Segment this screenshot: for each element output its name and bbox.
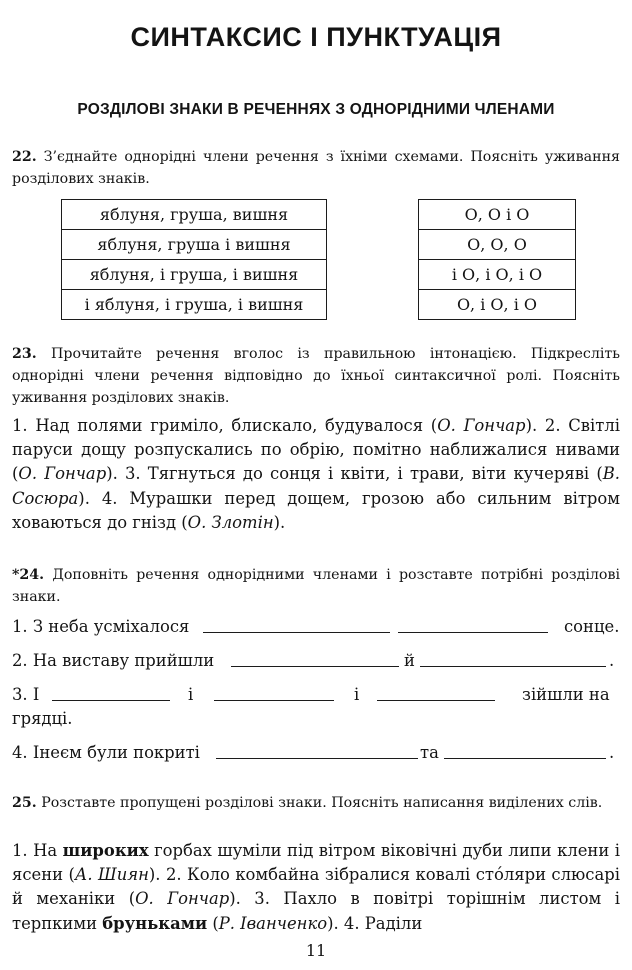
task-22-number: 22. — [12, 149, 37, 165]
sentence-text: 4. Інеєм були покриті — [12, 743, 200, 762]
task-22-word-cell: і яблуня, і груша, і вишня — [62, 290, 327, 320]
task-22-instruction — [12, 146, 620, 190]
highlighted-word: бруньками — [102, 913, 208, 933]
sentence-text: ). 2. Коло комбайна зібралися ковалі стóляри слюсарі й механіки ( — [12, 865, 620, 909]
author-name: О. Гончар — [135, 889, 230, 909]
page-number: 11 — [305, 941, 327, 960]
sentence-text: й — [404, 651, 415, 670]
sentence-text: ). 3. Пахло в повітрі торішнім листом і терпкими — [12, 889, 620, 933]
answer-blank[interactable] — [398, 632, 548, 633]
task-22-word-cell: яблуня, груша, вишня — [62, 200, 327, 230]
task-23-sentences — [12, 414, 620, 535]
task-24-number: *24. — [12, 567, 45, 583]
task-25-instruction — [12, 792, 620, 814]
sentence-text: і — [354, 685, 360, 704]
sentence-text: 3. І — [12, 685, 40, 704]
sentence-text: . — [609, 743, 615, 762]
task-24-sentence-3 — [12, 682, 620, 708]
task-22-scheme-cell: О, і О, і О — [419, 290, 576, 320]
answer-blank[interactable] — [203, 632, 390, 633]
answer-blank[interactable] — [52, 700, 170, 701]
task-24-sentence-2 — [12, 648, 620, 674]
task-22-scheme-cell: О, О, О — [419, 230, 576, 260]
task-22-scheme-cell: О, О і О — [419, 200, 576, 230]
sentence-text: ( — [207, 913, 219, 933]
author-name: О. Гончар — [437, 416, 526, 435]
task-24-text: Доповніть речення однорідними членами і розставте потрібні розділові знаки. — [12, 567, 620, 605]
task-24-sentence-3-cont — [12, 706, 620, 732]
sentence-text: 2. На виставу прийшли — [12, 651, 215, 670]
sentence-text: зійшли на — [522, 685, 610, 704]
task-22-word-cell: яблуня, і груша, і вишня — [62, 260, 327, 290]
task-23-number: 23. — [12, 346, 37, 362]
sentence-text: 1. З неба усміхалося — [12, 617, 190, 636]
sentence-text: сонце. — [564, 617, 620, 636]
sentence-text: ). 3. Тягнуться до сонця і квіти, і трави, віти кучеряві ( — [106, 464, 603, 484]
answer-blank[interactable] — [214, 700, 334, 701]
sentence-text: 1. На — [12, 841, 63, 860]
sentence-text: та — [420, 743, 439, 762]
section-title: РОЗДІЛОВІ ЗНАКИ В РЕЧЕННЯХ З ОДНОРІДНИМИ ЧЛЕНАМИ — [77, 101, 555, 118]
sentence-text: ). 4. Мурашки перед дощем, грозою або сильним вітром ховаються до гнізд ( — [12, 488, 620, 532]
task-24-sentence-1 — [12, 614, 620, 640]
sentence-text: . — [609, 651, 615, 670]
author-name: Р. Іванченко — [218, 913, 328, 933]
sentence-text: 1. Над полями гриміло, блискало, будувалося ( — [12, 416, 438, 435]
answer-blank[interactable] — [216, 758, 418, 759]
highlighted-word: широких — [62, 841, 149, 860]
task-22-word-cell: яблуня, груша і вишня — [62, 230, 327, 260]
sentence-text: ). 2. Світлі паруси дощу розпускались по обрію, помітно наближалися нивами ( — [12, 416, 620, 484]
task-22-scheme-cell: і О, і О, і О — [419, 260, 576, 290]
task-25-text: Розставте пропущені розділові знаки. Поясніть написання виділених слів. — [36, 795, 603, 811]
task-22-words-table — [61, 199, 327, 320]
answer-blank[interactable] — [420, 666, 606, 667]
answer-blank[interactable] — [231, 666, 399, 667]
sentence-text: грядці. — [12, 709, 73, 728]
task-22-schemes-table — [418, 199, 576, 320]
author-name: В. Сосюра — [12, 464, 620, 508]
author-name: О. Гончар — [18, 464, 107, 484]
answer-blank[interactable] — [444, 758, 606, 759]
task-22-text: З’єднайте однорідні члени речення з їхніми схемами. Поясніть уживання розділових знаків. — [12, 149, 620, 187]
sentence-text: ). — [273, 512, 286, 532]
task-24-sentence-4 — [12, 740, 620, 766]
task-23-text: Прочитайте речення вголос із правильною інтонацією. Підкресліть однорідні члени речення відповідно до їхньої синтаксичної ролі. Поясніть уживання розділових знаків. — [12, 346, 620, 406]
sentence-text: і — [188, 685, 194, 704]
chapter-title: СИНТАКСИС І ПУНКТУАЦІЯ — [130, 22, 502, 52]
sentence-text: ). 4. Раділи — [327, 913, 423, 933]
task-25-sentences — [12, 839, 620, 936]
answer-blank[interactable] — [377, 700, 495, 701]
author-name: О. Злотін — [187, 512, 274, 532]
sentence-text: горбах шуміли під вітром віковічні дуби липи клени і ясени ( — [12, 841, 620, 885]
author-name: А. Шиян — [74, 865, 149, 885]
task-25-number: 25. — [12, 795, 37, 811]
task-23-instruction — [12, 343, 620, 409]
task-24-instruction — [12, 564, 620, 608]
